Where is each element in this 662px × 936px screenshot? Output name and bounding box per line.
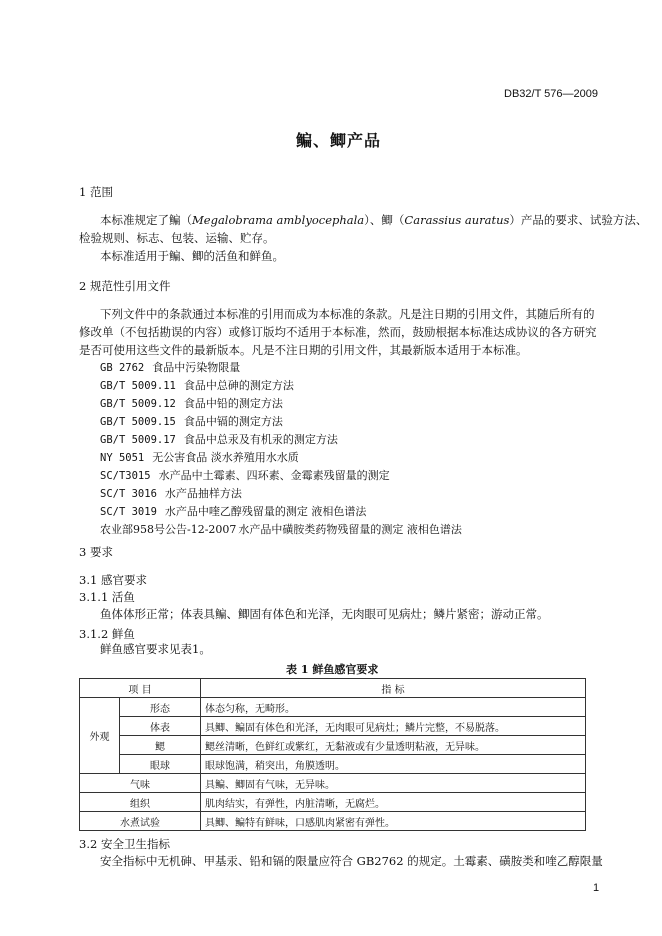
reference-code: SC/T3015 bbox=[100, 470, 151, 482]
p1-part-a: 本标准规定了鳊（ bbox=[100, 213, 192, 227]
scientific-name-crucian: Carassius auratus bbox=[404, 213, 510, 227]
sub-item: 鳃 bbox=[120, 736, 201, 755]
section-3-1-heading: 3.1 感官要求 bbox=[79, 573, 147, 587]
table-row bbox=[80, 736, 586, 755]
table-row bbox=[80, 755, 586, 774]
reference-item bbox=[100, 377, 462, 395]
reference-item bbox=[100, 503, 462, 521]
reference-item bbox=[100, 485, 462, 503]
section-2-intro-line-2: 修改单（不包括勘误的内容）或修订版均不适用于本标准，然而，鼓励根据本标准达成协议的各方研究 bbox=[79, 325, 597, 339]
reference-list bbox=[100, 359, 462, 539]
index-value: 具鲫、鳊固有体色和光泽，无肉眼可见病灶；鳞片完整，不易脱落。 bbox=[201, 717, 586, 736]
reference-item bbox=[100, 413, 462, 431]
section-2-intro-line-1: 下列文件中的条款通过本标准的引用而成为本标准的条款。凡是注日期的引用文件，其随后所有的 bbox=[100, 307, 595, 321]
section-3-2-heading: 3.2 安全卫生指标 bbox=[79, 837, 170, 851]
reference-title: 水产品中喹乙醇残留量的测定 液相色谱法 bbox=[164, 505, 367, 518]
reference-code: NY 5051 bbox=[100, 452, 145, 464]
reference-code: GB/T 5009.12 bbox=[100, 398, 176, 410]
section-2-heading: 2 规范性引用文件 bbox=[79, 279, 171, 293]
sub-item: 体表 bbox=[120, 717, 201, 736]
section-1-paragraph-1-line-2: 检验规则、标志、包装、运输、贮存。 bbox=[79, 231, 275, 245]
section-3-1-1-heading: 3.1.1 活鱼 bbox=[79, 590, 135, 604]
section-3-1-1-text: 鱼体体形正常；体表具鳊、鲫固有体色和光泽，无肉眼可见病灶；鳞片紧密；游动正常。 bbox=[100, 607, 549, 621]
p1-part-b: ）、鲫（ bbox=[364, 213, 405, 227]
reference-code: GB/T 5009.11 bbox=[100, 380, 176, 392]
index-value: 鳃丝清晰，色鲜红或紫红，无黏液或有少量透明粘液，无异味。 bbox=[201, 736, 586, 755]
section-3-1-2-text: 鲜鱼感官要求见表1。 bbox=[100, 642, 211, 656]
reference-code: GB/T 5009.15 bbox=[100, 416, 176, 428]
sub-item: 形态 bbox=[120, 698, 201, 717]
table-row bbox=[80, 717, 586, 736]
section-1-paragraph-1 bbox=[100, 211, 647, 229]
document-title: 鳊、鲫产品 bbox=[296, 131, 382, 150]
reference-code: GB 2762 bbox=[100, 362, 145, 374]
p1-part-c: ）产品的要求、试验方法、 bbox=[509, 213, 648, 227]
item: 组织 bbox=[80, 793, 201, 812]
section-1-paragraph-2: 本标准适用于鳊、鲫的活鱼和鲜鱼。 bbox=[100, 249, 284, 263]
index-value: 肌肉结实，有弹性，内脏清晰，无腐烂。 bbox=[201, 793, 586, 812]
reference-title: 食品中镉的测定方法 bbox=[183, 415, 283, 428]
sub-item: 眼球 bbox=[120, 755, 201, 774]
reference-item bbox=[100, 395, 462, 413]
reference-code: 农业部958号公告-12-2007 bbox=[100, 523, 237, 536]
reference-title: 食品中铅的测定方法 bbox=[183, 397, 283, 410]
table-row bbox=[80, 812, 586, 831]
reference-item bbox=[100, 449, 462, 467]
section-1-heading: 1 范围 bbox=[79, 185, 113, 199]
index-value: 眼球饱满，稍突出，角膜透明。 bbox=[201, 755, 586, 774]
item: 气味 bbox=[80, 774, 201, 793]
reference-code: SC/T 3019 bbox=[100, 506, 157, 518]
standard-code: DB32/T 576—2009 bbox=[504, 88, 598, 100]
reference-title: 水产品中磺胺类药物残留量的测定 液相色谱法 bbox=[238, 523, 462, 536]
scientific-name-bream: Megalobrama amblyocephala bbox=[192, 213, 365, 227]
reference-title: 水产品抽样方法 bbox=[164, 487, 242, 500]
item: 水煮试验 bbox=[80, 812, 201, 831]
reference-title: 食品中污染物限量 bbox=[152, 361, 241, 374]
section-3-2-text: 安全指标中无机砷、甲基汞、铅和镉的限量应符合 GB2762 的规定。土霉素、磺胺类和喹乙醇限量 bbox=[100, 854, 603, 868]
reference-item bbox=[100, 431, 462, 449]
section-3-heading: 3 要求 bbox=[79, 545, 113, 559]
reference-item bbox=[100, 521, 462, 539]
reference-code: SC/T 3016 bbox=[100, 488, 157, 500]
sensory-requirements-table bbox=[79, 678, 586, 831]
reference-code: GB/T 5009.17 bbox=[100, 434, 176, 446]
index-value: 具鲫、鳊特有鲜味，口感肌肉紧密有弹性。 bbox=[201, 812, 586, 831]
group-label-appearance: 外观 bbox=[80, 698, 120, 774]
reference-title: 无公害食品 淡水养殖用水水质 bbox=[152, 451, 299, 464]
section-2-intro-line-3: 是否可使用这些文件的最新版本。凡是不注日期的引用文件，其最新版本适用于本标准。 bbox=[79, 343, 528, 357]
table-1-caption: 表 1 鲜鱼感官要求 bbox=[286, 663, 379, 676]
page-number: 1 bbox=[593, 882, 600, 894]
reference-title: 食品中总汞及有机汞的测定方法 bbox=[183, 433, 338, 446]
table-row bbox=[80, 793, 586, 812]
table-row bbox=[80, 774, 586, 793]
index-value: 具鳊、鲫固有气味，无异味。 bbox=[201, 774, 586, 793]
table-header-row bbox=[80, 679, 586, 698]
column-header-index: 指 标 bbox=[201, 679, 586, 698]
index-value: 体态匀称，无畸形。 bbox=[201, 698, 586, 717]
reference-title: 食品中总砷的测定方法 bbox=[183, 379, 294, 392]
reference-item bbox=[100, 467, 462, 485]
reference-item bbox=[100, 359, 462, 377]
section-3-1-2-heading: 3.1.2 鲜鱼 bbox=[79, 627, 135, 641]
reference-title: 水产品中土霉素、四环素、金霉素残留量的测定 bbox=[158, 469, 390, 482]
column-header-item: 项 目 bbox=[80, 679, 201, 698]
table-row bbox=[80, 698, 586, 717]
